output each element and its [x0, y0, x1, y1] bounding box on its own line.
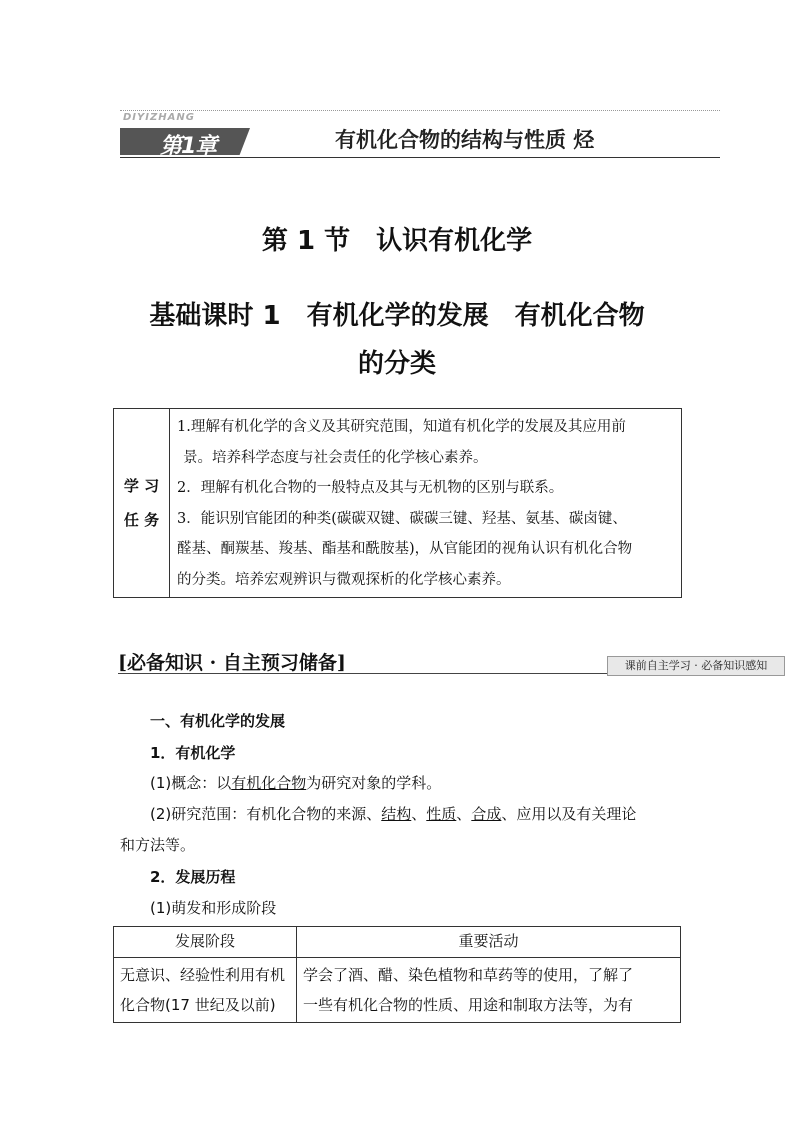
scope-suffix: 、应用以及有关理论 — [501, 805, 637, 823]
scope-line — [150, 803, 636, 824]
header-dotted-line — [120, 110, 720, 111]
scope-synthesis: 合成 — [471, 805, 502, 823]
concept-prefix: (1)概念：以 — [150, 774, 232, 792]
section-banner-tag: 课前自主学习 · 必备知识感知 — [607, 656, 785, 676]
learning-tasks-box — [113, 408, 682, 598]
task-line: 醛基、酮羰基、羧基、酯基和酰胺基)，从官能团的视角认识有机化合物 — [177, 541, 633, 557]
concept-underlined: 有机化合物 — [231, 774, 307, 792]
section-banner-title: [必备知识 · 自主预习储备] — [118, 652, 346, 674]
scope-prefix: (2)研究范围：有机化合物的来源、 — [150, 805, 382, 823]
subheading-early-stage: (1)萌发和形成阶段 — [150, 899, 277, 917]
chapter-badge: 第1章 — [160, 134, 217, 159]
learning-tasks-label-line-1: 学 习 — [123, 477, 160, 495]
scope-continuation: 和方法等。 — [120, 836, 196, 854]
table-cell-line: 化合物(17 世纪及以前) — [120, 996, 276, 1014]
section-banner-rule — [118, 673, 608, 674]
task-line: 3．能识别官能团的种类(碳碳双键、碳碳三键、羟基、氨基、碳卤键、 — [177, 510, 627, 527]
task-line: 2．理解有机化合物的一般特点及其与无机物的区别与联系。 — [177, 480, 564, 496]
heading-organic-chemistry: 1．有机化学 — [150, 744, 236, 762]
lesson-title-line-2: 的分类 — [357, 349, 436, 379]
learning-tasks-text — [177, 412, 677, 595]
lesson-title-line-1: 基础课时 1 有机化学的发展 有机化合物 — [149, 301, 645, 331]
lesson-title — [100, 292, 694, 388]
header-rule — [120, 157, 720, 158]
learning-tasks-label — [114, 409, 170, 597]
concept-line — [150, 772, 441, 793]
development-table — [113, 926, 681, 1023]
section-title: 第 1 节 认识有机化学 — [261, 226, 533, 256]
task-line: 的分类。培养宏观辨识与微观探析的化学核心素养。 — [177, 571, 511, 588]
concept-suffix: 为研究对象的学科。 — [306, 774, 442, 792]
heading-history: 2．发展历程 — [150, 868, 236, 886]
table-header: 发展阶段 — [114, 927, 297, 958]
scope-separator: 、 — [456, 805, 472, 823]
chapter-latin-label: DIYIZHANG — [123, 112, 195, 123]
table-cell-line: 无意识、经验性利用有机 — [120, 966, 286, 984]
scope-separator: 、 — [411, 805, 427, 823]
table-header: 重要活动 — [297, 927, 681, 958]
table-cell-activity — [297, 958, 681, 1023]
learning-tasks-label-line-2: 任 务 — [123, 511, 160, 529]
table-row — [114, 958, 681, 1023]
task-line: 1.理解有机化学的含义及其研究范围，知道有机化学的发展及其应用前 — [177, 419, 626, 435]
scope-structure: 结构 — [381, 805, 412, 823]
heading-development: 一、有机化学的发展 — [150, 712, 286, 730]
table-cell-stage — [114, 958, 297, 1023]
table-header-row — [114, 927, 681, 958]
scope-properties: 性质 — [426, 805, 457, 823]
table-cell-line: 一些有机化合物的性质、用途和制取方法等，为有 — [303, 996, 634, 1014]
task-line: 景。培养科学态度与社会责任的化学核心素养。 — [183, 449, 488, 466]
table-cell-line: 学会了酒、醋、染色植物和草药等的使用，了解了 — [303, 966, 634, 984]
chapter-title: 有机化合物的结构与性质 烃 — [335, 127, 595, 152]
